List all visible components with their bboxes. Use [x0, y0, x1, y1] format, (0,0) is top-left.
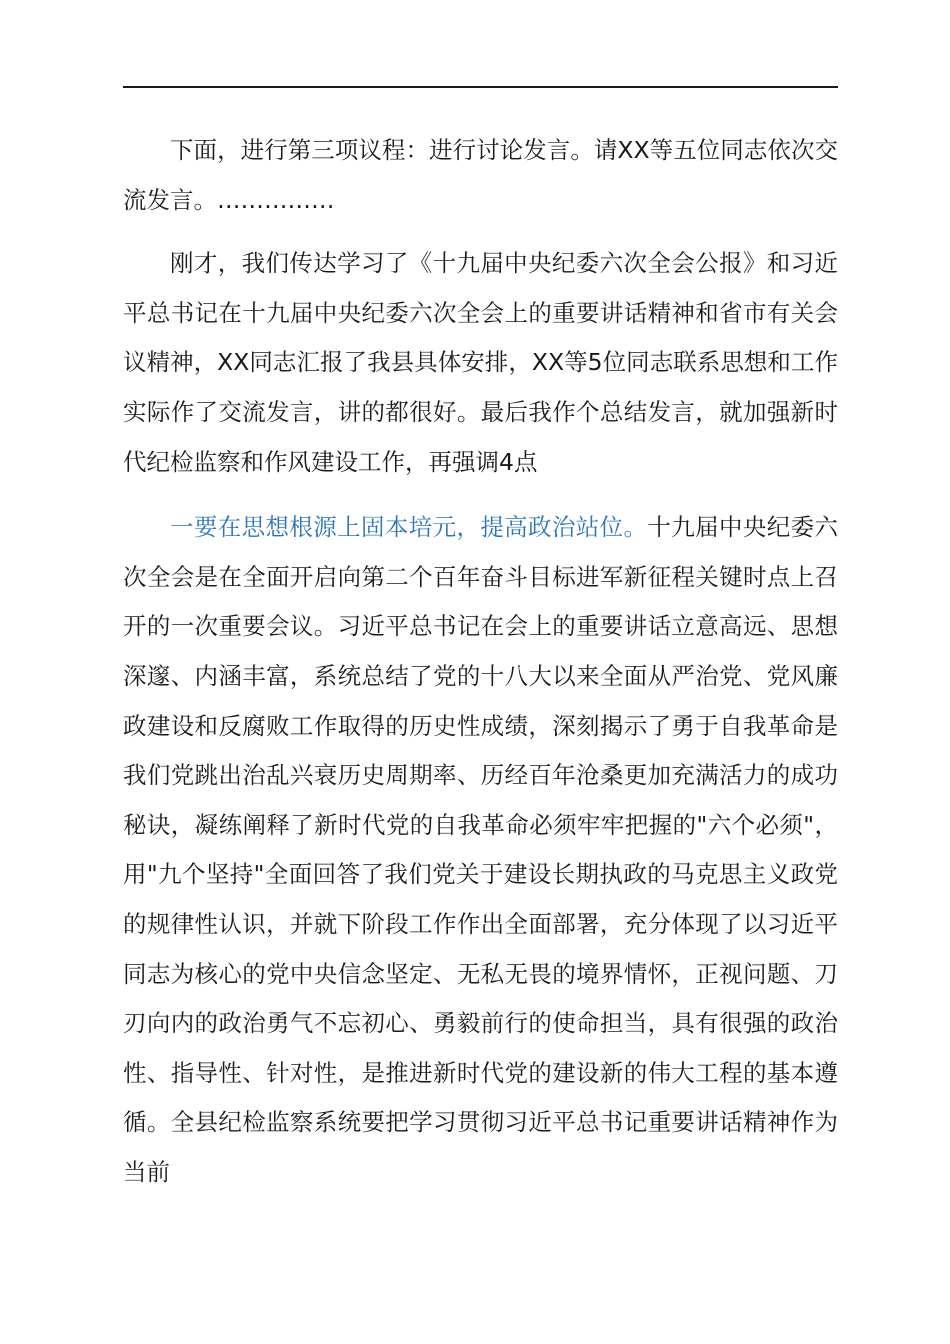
paragraph-agenda: [123, 126, 838, 225]
paragraph-summary: [123, 239, 838, 487]
paragraph-text: 十九届中央纪委六次全会是在全面开启向第二个百年奋斗目标进军新征程关键时点上召开的一次重要会议。习近平总书记在会上的重要讲话立意高远、思想深邃、内涵丰富，系统总结了党的十八大以来全面从严治党、党风廉政建设和反腐败工作取得的历史性成绩，深刻揭示了勇于自我革命是我们党跳出治乱兴衰历史周期率、历经百年沧桑更加充满活力的成功秘诀，凝练阐释了新时代党的自我革命必须牢牢把握的"六个必须"，用"九个坚持"全面回答了我们党关于建设长期执政的马克思主义政党的规律性认识，并就下阶段工作作出全面部署，充分体现了以习近平同志为核心的党中央信念坚定、无私无畏的境界情怀，正视问题、刀刃向内的政治勇气不忘初心、勇毅前行的使命担当，具有很强的政治性、指导性、针对性，是推进新时代党的建设新的伟大工程的基本遵循。全县纪检监察系统要把学习贯彻习近平总书记重要讲话精神作为当前: [123, 513, 839, 1186]
point-heading: 一要在思想根源上固本培元，提高政治站位。: [170, 513, 648, 542]
header-rule: [123, 86, 838, 88]
document-body: [123, 126, 838, 1213]
paragraph-text: 刚才，我们传达学习了《十九届中央纪委六次全会公报》和习近平总书记在十九届中央纪委六次全会上的重要讲话精神和省市有关会议精神，XX同志汇报了我县具体安排，XX等5位同志联系思想和工作实际作了交流发言，讲的都很好。最后我作个总结发言，就加强新时代纪检监察和作风建设工作，再强调4点: [123, 249, 838, 476]
paragraph-point-one: [123, 503, 838, 1197]
paragraph-text: 下面，进行第三项议程：进行讨论发言。请XX等五位同志依次交流发言。……………: [123, 136, 838, 214]
